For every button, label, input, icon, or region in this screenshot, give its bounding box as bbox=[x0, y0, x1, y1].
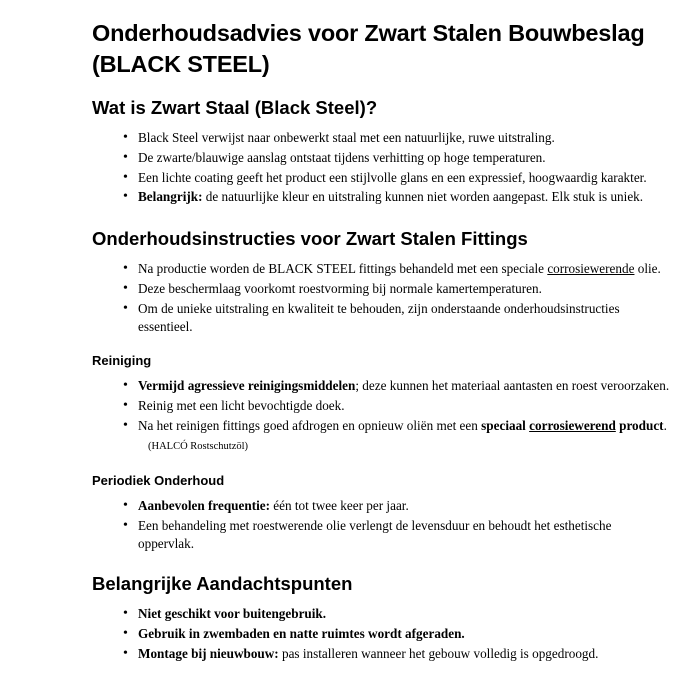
list-item-emphasis: Vermijd agressieve reinigingsmiddelen bbox=[138, 378, 356, 394]
list-item-emphasis: Belangrijk: bbox=[138, 189, 203, 205]
list-item-emphasis: Aanbevolen frequentie: bbox=[138, 497, 270, 513]
section-heading: Onderhoudsinstructies voor Zwart Stalen Fittings bbox=[92, 228, 528, 250]
list-item bbox=[138, 517, 670, 554]
list-item-text: Reinig met een licht bevochtigde doek. bbox=[138, 398, 345, 414]
list-item-text: De zwarte/blauwige aanslag ontstaat tijdens verhitting op hoge temperaturen. bbox=[138, 149, 546, 165]
list-item-emphasis: speciaal bbox=[481, 417, 526, 433]
list-item bbox=[138, 300, 670, 337]
list-item-emphasis: Niet geschikt voor buitengebruik. bbox=[138, 606, 327, 622]
list-item bbox=[138, 129, 670, 148]
list-item bbox=[138, 188, 670, 207]
list-item-text-end: . bbox=[663, 417, 667, 433]
page-title: Onderhoudsadvies voor Zwart Stalen Bouwbeslag (BLACK STEEL) bbox=[92, 20, 645, 78]
list-item-emphasis: Montage bij nieuwbouw: bbox=[138, 645, 279, 661]
list-item-text: pas installeren wanneer het gebouw volledig is opgedroogd. bbox=[278, 645, 599, 661]
list-item bbox=[138, 260, 670, 279]
list-item-emphasis-underline: corrosiewerend bbox=[529, 417, 616, 433]
list-item-text: Na het reinigen fittings goed afdrogen en opnieuw oliën met een bbox=[138, 417, 482, 433]
list-item bbox=[138, 397, 670, 416]
list-item-text: Deze beschermlaag voorkomt roestvorming bij normale kamertemperaturen. bbox=[138, 280, 542, 296]
list-item-emphasis: Gebruik in zwembaden en natte ruimtes wordt afgeraden. bbox=[138, 625, 465, 641]
list-item-text: Een behandeling met roestwerende olie verlengt de levensduur en behoudt het esthetische oppervlak. bbox=[138, 517, 612, 552]
bullet-list bbox=[92, 377, 670, 454]
bullet-list bbox=[92, 129, 670, 207]
section-onderhoudsinstructies bbox=[92, 227, 670, 554]
section-belangrijke-aandachtspunten bbox=[92, 572, 670, 663]
list-item bbox=[138, 149, 670, 168]
subsection-heading: Reiniging bbox=[92, 353, 152, 369]
list-item bbox=[138, 377, 670, 396]
list-item bbox=[138, 497, 670, 516]
list-item bbox=[138, 605, 670, 624]
list-item bbox=[138, 645, 670, 664]
list-item-text: Na productie worden de BLACK STEEL fittings behandeld met een speciale bbox=[138, 261, 548, 277]
list-item bbox=[138, 625, 670, 644]
bullet-list bbox=[92, 605, 670, 663]
subsection-periodiek-onderhoud bbox=[92, 473, 670, 554]
list-item-note: (HALCÓ Rostschutzöl) bbox=[148, 440, 249, 452]
bullet-list bbox=[92, 497, 670, 554]
section-heading: Belangrijke Aandachtspunten bbox=[92, 572, 353, 594]
list-item-emphasis-2: product bbox=[615, 417, 664, 433]
list-item-text: Om de unieke uitstraling en kwaliteit te behouden, zijn onderstaande onderhoudsinstructies essentieel. bbox=[138, 300, 620, 335]
list-item bbox=[138, 280, 670, 299]
list-item-text-end: olie. bbox=[634, 261, 661, 277]
bullet-list bbox=[92, 260, 670, 337]
list-item-underline: corrosiewerende bbox=[547, 261, 635, 277]
list-item-text: Een lichte coating geeft het product een stijlvolle glans en een expressief, hoogwaardig karakter. bbox=[138, 169, 647, 185]
list-item bbox=[138, 417, 670, 455]
list-item bbox=[138, 169, 670, 188]
list-item-text: één tot twee keer per jaar. bbox=[270, 497, 409, 513]
subsection-heading: Periodiek Onderhoud bbox=[92, 472, 225, 488]
section-heading: Wat is Zwart Staal (Black Steel)? bbox=[92, 97, 378, 119]
list-item-text: ; deze kunnen het materiaal aantasten en roest veroorzaken. bbox=[355, 378, 670, 394]
list-item-text: de natuurlijke kleur en uitstraling kunnen niet worden aangepast. Elk stuk is uniek. bbox=[202, 189, 644, 205]
section-wat-is-zwart-staal bbox=[92, 96, 670, 207]
list-item-text: Black Steel verwijst naar onbewerkt staal met een natuurlijke, ruwe uitstraling. bbox=[138, 130, 555, 146]
subsection-reiniging bbox=[92, 353, 670, 454]
